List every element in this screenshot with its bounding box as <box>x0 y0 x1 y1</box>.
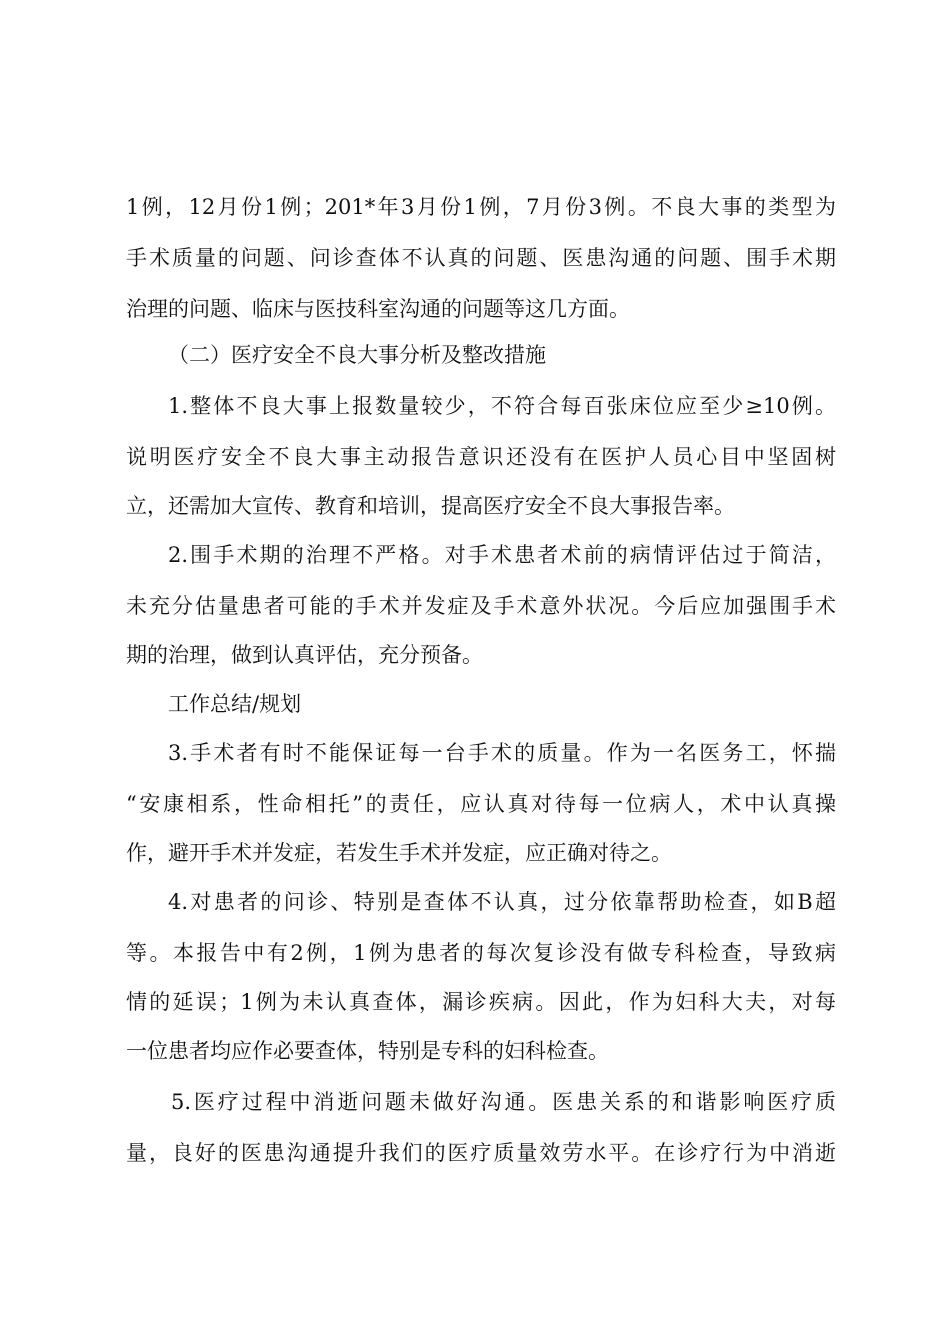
paragraph-line: 说明医疗安全不良大事主动报告意识还没有在医护人员心目中坚固树 <box>126 445 836 469</box>
paragraph-line: 治理的问题、临床与医技科室沟通的问题等这几方面。 <box>126 297 630 321</box>
paragraph-line: 立，还需加大宣传、教育和培训，提高医疗安全不良大事报告率。 <box>126 494 735 518</box>
paragraph-line: 一位患者均应作必要查体，特别是专科的妇科检查。 <box>126 1039 609 1063</box>
paragraph-line: 手术质量的问题、问诊查体不认真的问题、医患沟通的问题、围手术期 <box>126 246 836 270</box>
paragraph-line: 1.整体不良大事上报数量较少，不符合每百张床位应至少≥10例。 <box>168 394 836 418</box>
paragraph-line: 情的延误；1例为未认真查体，漏诊疾病。因此，作为妇科大夫，对每 <box>126 990 836 1014</box>
paragraph-line: 量，良好的医患沟通提升我们的医疗质量效劳水平。在诊疗行为中消逝 <box>126 1141 836 1165</box>
paragraph-line: 期的治理，做到认真评估，充分预备。 <box>126 643 483 667</box>
paragraph-line: 未充分估量患者可能的手术并发症及手术意外状况。今后应加强围手术 <box>126 594 836 618</box>
paragraph-line: 1例，12月份1例；201*年3月份1例，7月份3例。不良大事的类型为 <box>126 195 836 219</box>
paragraph-line: 3.手术者有时不能保证每一台手术的质量。作为一名医务工，怀揣 <box>168 741 836 765</box>
paragraph-line: 5.医疗过程中消逝问题未做好沟通。医患关系的和谐影响医疗质 <box>171 1090 836 1114</box>
paragraph-line: 作，避开手术并发症，若发生手术并发症，应正确对待之。 <box>126 841 672 865</box>
paragraph-line: “安康相系，性命相托”的责任，应认真对待每一位病人，术中认真操 <box>126 792 836 816</box>
paragraph-line: 4.对患者的问诊、特别是查体不认真，过分依靠帮助检查，如B超 <box>168 890 836 914</box>
section-heading: （二）医疗安全不良大事分析及整改措施 <box>168 343 546 367</box>
paragraph-line: 等。本报告中有2例，1例为患者的每次复诊没有做专科检查，导致病 <box>126 941 836 965</box>
section-heading: 工作总结/规划 <box>168 692 302 716</box>
paragraph-line: 2.围手术期的治理不严格。对手术患者术前的病情评估过于简洁， <box>168 543 836 567</box>
